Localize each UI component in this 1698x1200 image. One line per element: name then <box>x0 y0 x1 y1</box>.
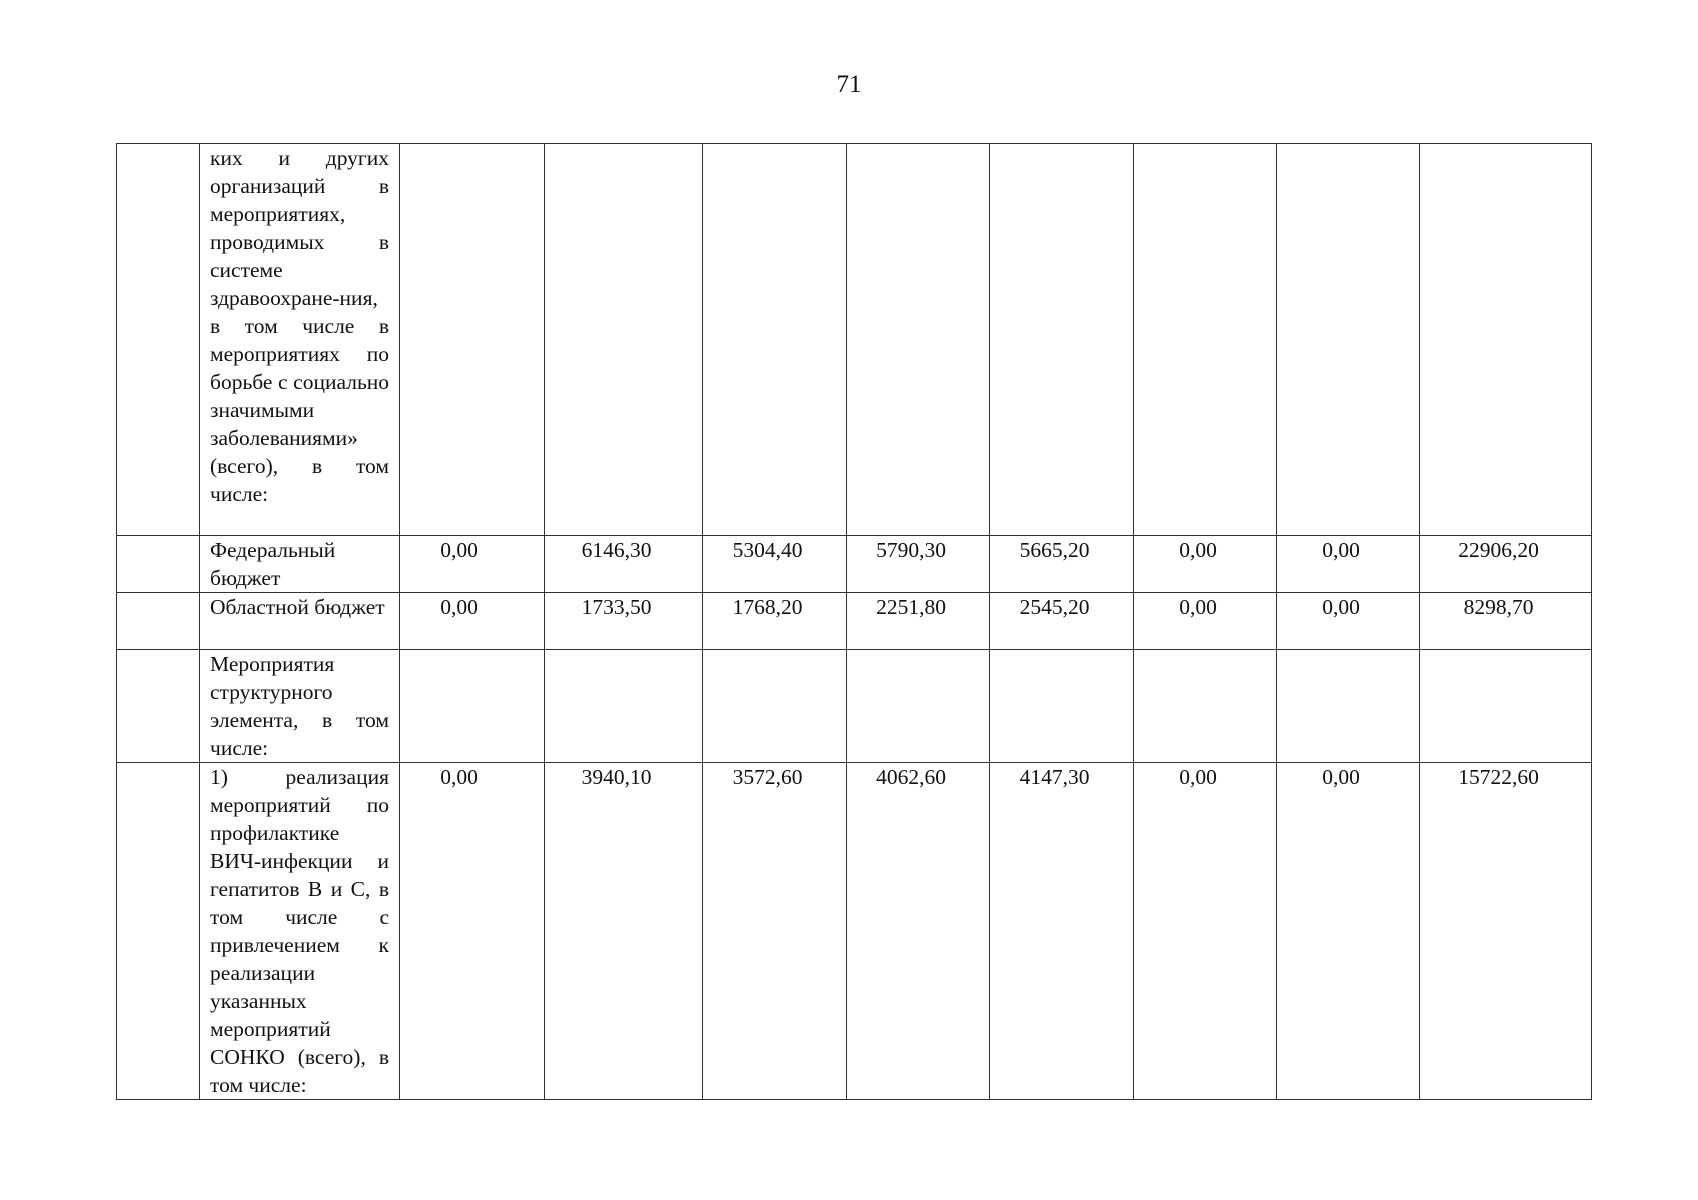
value-cell: 22906,20 <box>1420 536 1592 593</box>
value-cell: 4147,30 <box>990 763 1134 1100</box>
value-cell <box>1134 650 1277 763</box>
value-cell: 5790,30 <box>847 536 990 593</box>
value-cell: 6146,30 <box>545 536 703 593</box>
table-row <box>117 144 1592 536</box>
value-cell: 0,00 <box>400 536 545 593</box>
value-cell <box>847 650 990 763</box>
value-cell: 0,00 <box>1134 593 1277 650</box>
index-cell <box>117 650 200 763</box>
value-cell <box>703 650 847 763</box>
description-cell <box>200 593 400 650</box>
value-cell: 0,00 <box>1134 536 1277 593</box>
value-cell: 0,00 <box>1277 536 1420 593</box>
value-cell: 5665,20 <box>990 536 1134 593</box>
value-cell <box>1420 650 1592 763</box>
description-text: ких и других организаций в мероприятиях, проводимых в системе здравоохране-ния, в том числе в мероприятиях по борьбе с социально значимыми заболеваниями» (всего), в том числе: <box>210 146 389 506</box>
description-text: Мероприятия структурного элемента, в том числе: <box>210 652 389 760</box>
value-cell <box>400 650 545 763</box>
value-cell <box>703 144 847 536</box>
value-cell: 2545,20 <box>990 593 1134 650</box>
value-cell <box>990 144 1134 536</box>
index-cell <box>117 763 200 1100</box>
index-cell <box>117 144 200 536</box>
value-cell: 8298,70 <box>1420 593 1592 650</box>
value-cell <box>545 144 703 536</box>
value-cell: 0,00 <box>1134 763 1277 1100</box>
table-row <box>117 593 1592 650</box>
value-cell: 5304,40 <box>703 536 847 593</box>
index-cell <box>117 593 200 650</box>
value-cell <box>545 650 703 763</box>
value-cell: 3572,60 <box>703 763 847 1100</box>
value-cell: 3940,10 <box>545 763 703 1100</box>
value-cell: 1733,50 <box>545 593 703 650</box>
description-text: Областной бюджет <box>210 595 385 619</box>
table-row <box>117 763 1592 1100</box>
value-cell <box>1277 144 1420 536</box>
value-cell <box>1420 144 1592 536</box>
value-cell: 15722,60 <box>1420 763 1592 1100</box>
value-cell: 0,00 <box>1277 763 1420 1100</box>
table-row <box>117 536 1592 593</box>
description-cell <box>200 763 400 1100</box>
value-cell <box>400 144 545 536</box>
value-cell: 0,00 <box>400 593 545 650</box>
index-cell <box>117 536 200 593</box>
value-cell <box>847 144 990 536</box>
value-cell <box>1134 144 1277 536</box>
budget-table <box>116 143 1592 1100</box>
description-text: Федеральный бюджет <box>210 538 336 590</box>
value-cell: 0,00 <box>1277 593 1420 650</box>
description-text: 1) реализация мероприятий по профилактике ВИЧ-инфекции и гепатитов В и С, в том числе с привлечением к реализации указанных мероприятий СОНКО (всего), в том числе: <box>210 765 389 1097</box>
value-cell <box>1277 650 1420 763</box>
description-cell <box>200 536 400 593</box>
value-cell <box>990 650 1134 763</box>
description-cell <box>200 650 400 763</box>
value-cell: 0,00 <box>400 763 545 1100</box>
value-cell: 2251,80 <box>847 593 990 650</box>
page-number: 71 <box>836 71 862 98</box>
value-cell: 4062,60 <box>847 763 990 1100</box>
table-row <box>117 650 1592 763</box>
description-cell <box>200 144 400 536</box>
value-cell: 1768,20 <box>703 593 847 650</box>
